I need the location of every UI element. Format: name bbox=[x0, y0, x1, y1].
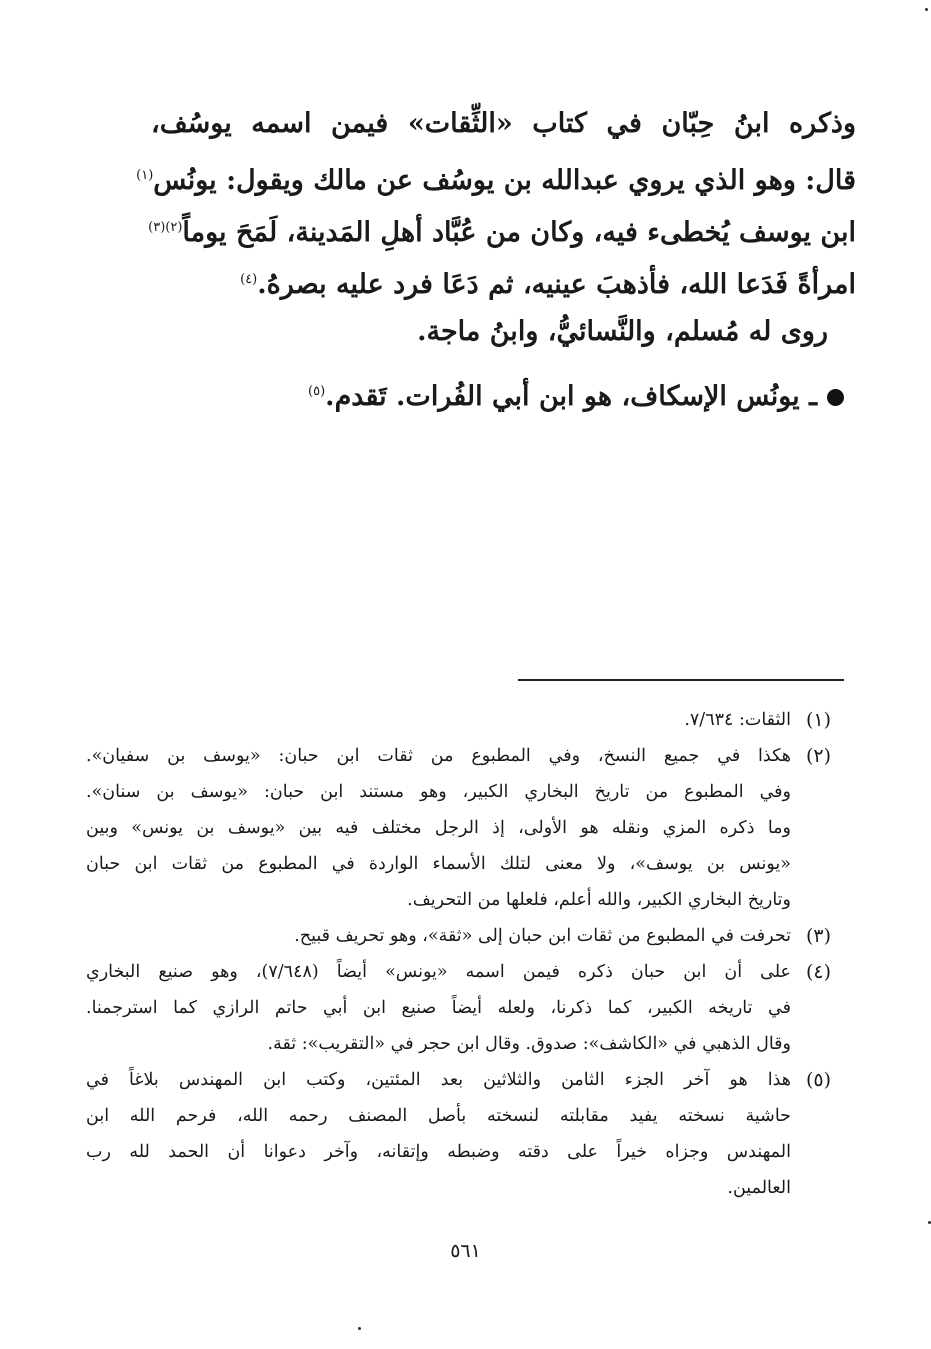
narrated-by: روى له مُسلم، والنَّسائيُّ، وابنُ ماجة. bbox=[417, 316, 828, 347]
main-text bbox=[136, 98, 856, 418]
footnote-ref-3: (٣) bbox=[148, 220, 166, 235]
footnote-ref-5: (٥) bbox=[308, 384, 326, 399]
footnote-number: (٢) bbox=[805, 745, 832, 767]
footnote-line: وفي المطبوع من تاريخ البخاري الكبير، وهو مستند ابن حبان: «يوسف بن سنان». bbox=[86, 782, 791, 802]
footnote-divider bbox=[518, 679, 844, 681]
footnote bbox=[86, 918, 846, 954]
entry-line: ـ يونُس الإسكاف، هو ابن أبي الفُرات. تَقدم.$^{(٥)}$ bbox=[151, 366, 856, 418]
footnote-line: في تاريخه الكبير، كما ذكرنا، ولعله أيضاً صنيع ابن أبي حاتم الرازي كما استرجمنا. bbox=[86, 998, 791, 1018]
footnote-line: حاشية نسخته يفيد مقابلته لنسخته بأصل المصنف رحمه الله، فرحم الله ابن bbox=[86, 1106, 791, 1126]
footnote-ref-2: (٢) bbox=[165, 220, 183, 235]
text-line-1: وذكره ابنُ حِبّان في كتاب «الثِّقات» فيمن اسمه يوسُف، bbox=[151, 108, 856, 139]
footnote-number: (٣) bbox=[805, 925, 832, 947]
page-number: ٥٦١ bbox=[450, 1240, 481, 1262]
text-line-4: امرأةً فَدَعا الله، فأذهبَ عينيه، ثم دَعَا فرد عليه بصرهُ.$^{(٤)}$ bbox=[240, 269, 856, 300]
footnote-line: هذا هو آخر الجزء الثامن والثلاثين بعد المئتين، وكتب ابن المهندس بلاغاً في bbox=[86, 1070, 791, 1090]
scan-speck bbox=[925, 8, 928, 11]
footnote-number: (١) bbox=[805, 709, 832, 731]
footnote-line: الثقات: ٧/٦٣٤. bbox=[684, 710, 791, 730]
footnote bbox=[86, 738, 846, 918]
footnote-line: وتاريخ البخاري الكبير، والله أعلم، فلعلها من التحريف. bbox=[407, 890, 791, 910]
footnote-number: (٥) bbox=[805, 1069, 832, 1091]
bullet-icon bbox=[827, 389, 844, 406]
footnote bbox=[86, 702, 846, 738]
footnote-number: (٤) bbox=[805, 961, 832, 983]
footnote-line: هكذا في جميع النسخ، وفي المطبوع من ثقات ابن حبان: «يوسف بن سفيان». bbox=[86, 746, 791, 766]
scan-speck bbox=[358, 1327, 361, 1330]
footnote-ref-1: (١) bbox=[136, 168, 154, 183]
footnote-line: المهندس وجزاه خيراً على دقته وضبطه وإتقانه، وآخر دعوانا أن الحمد لله رب bbox=[86, 1142, 791, 1162]
footnote-ref-4: (٤) bbox=[240, 272, 258, 287]
footnote bbox=[86, 954, 846, 1062]
footnote-line: وما ذكره المزي ونقله هو الأولى، إذ الرجل مختلف فيه بين «يوسف بن يونس» وبين bbox=[86, 818, 791, 838]
text-line-3: ابن يوسف يُخطىء فيه، وكان من عُبَّاد أهلِ المَدينة، لَمَحَ يوماً$^{(٢)(٣)}$ bbox=[148, 217, 856, 248]
footnote-line: وقال الذهبي في «الكاشف»: صدوق. وقال ابن حجر في «التقريب»: ثقة. bbox=[267, 1034, 791, 1054]
footnote-line: «يونس بن يوسف»، ولا معنى لتلك الأسماء الواردة في المطبوع من ثقات ابن حبان bbox=[86, 854, 791, 874]
footnote-line: تحرفت في المطبوع من ثقات ابن حبان إلى «ثقة»، وهو تحريف قبيح. bbox=[294, 926, 791, 946]
footnotes bbox=[86, 702, 846, 1206]
text-line-2: قال: وهو الذي يروي عبدالله بن يوسُف عن مالك ويقول: يونُس$^{(١)}$ bbox=[136, 165, 856, 196]
footnote bbox=[86, 1062, 846, 1206]
footnote-line: على أن ابن حبان ذكره فيمن اسمه «يونس» أيضاً (٧/٦٤٨)، وهو صنيع البخاري bbox=[86, 962, 791, 982]
footnote-line: العالمين. bbox=[727, 1178, 791, 1198]
